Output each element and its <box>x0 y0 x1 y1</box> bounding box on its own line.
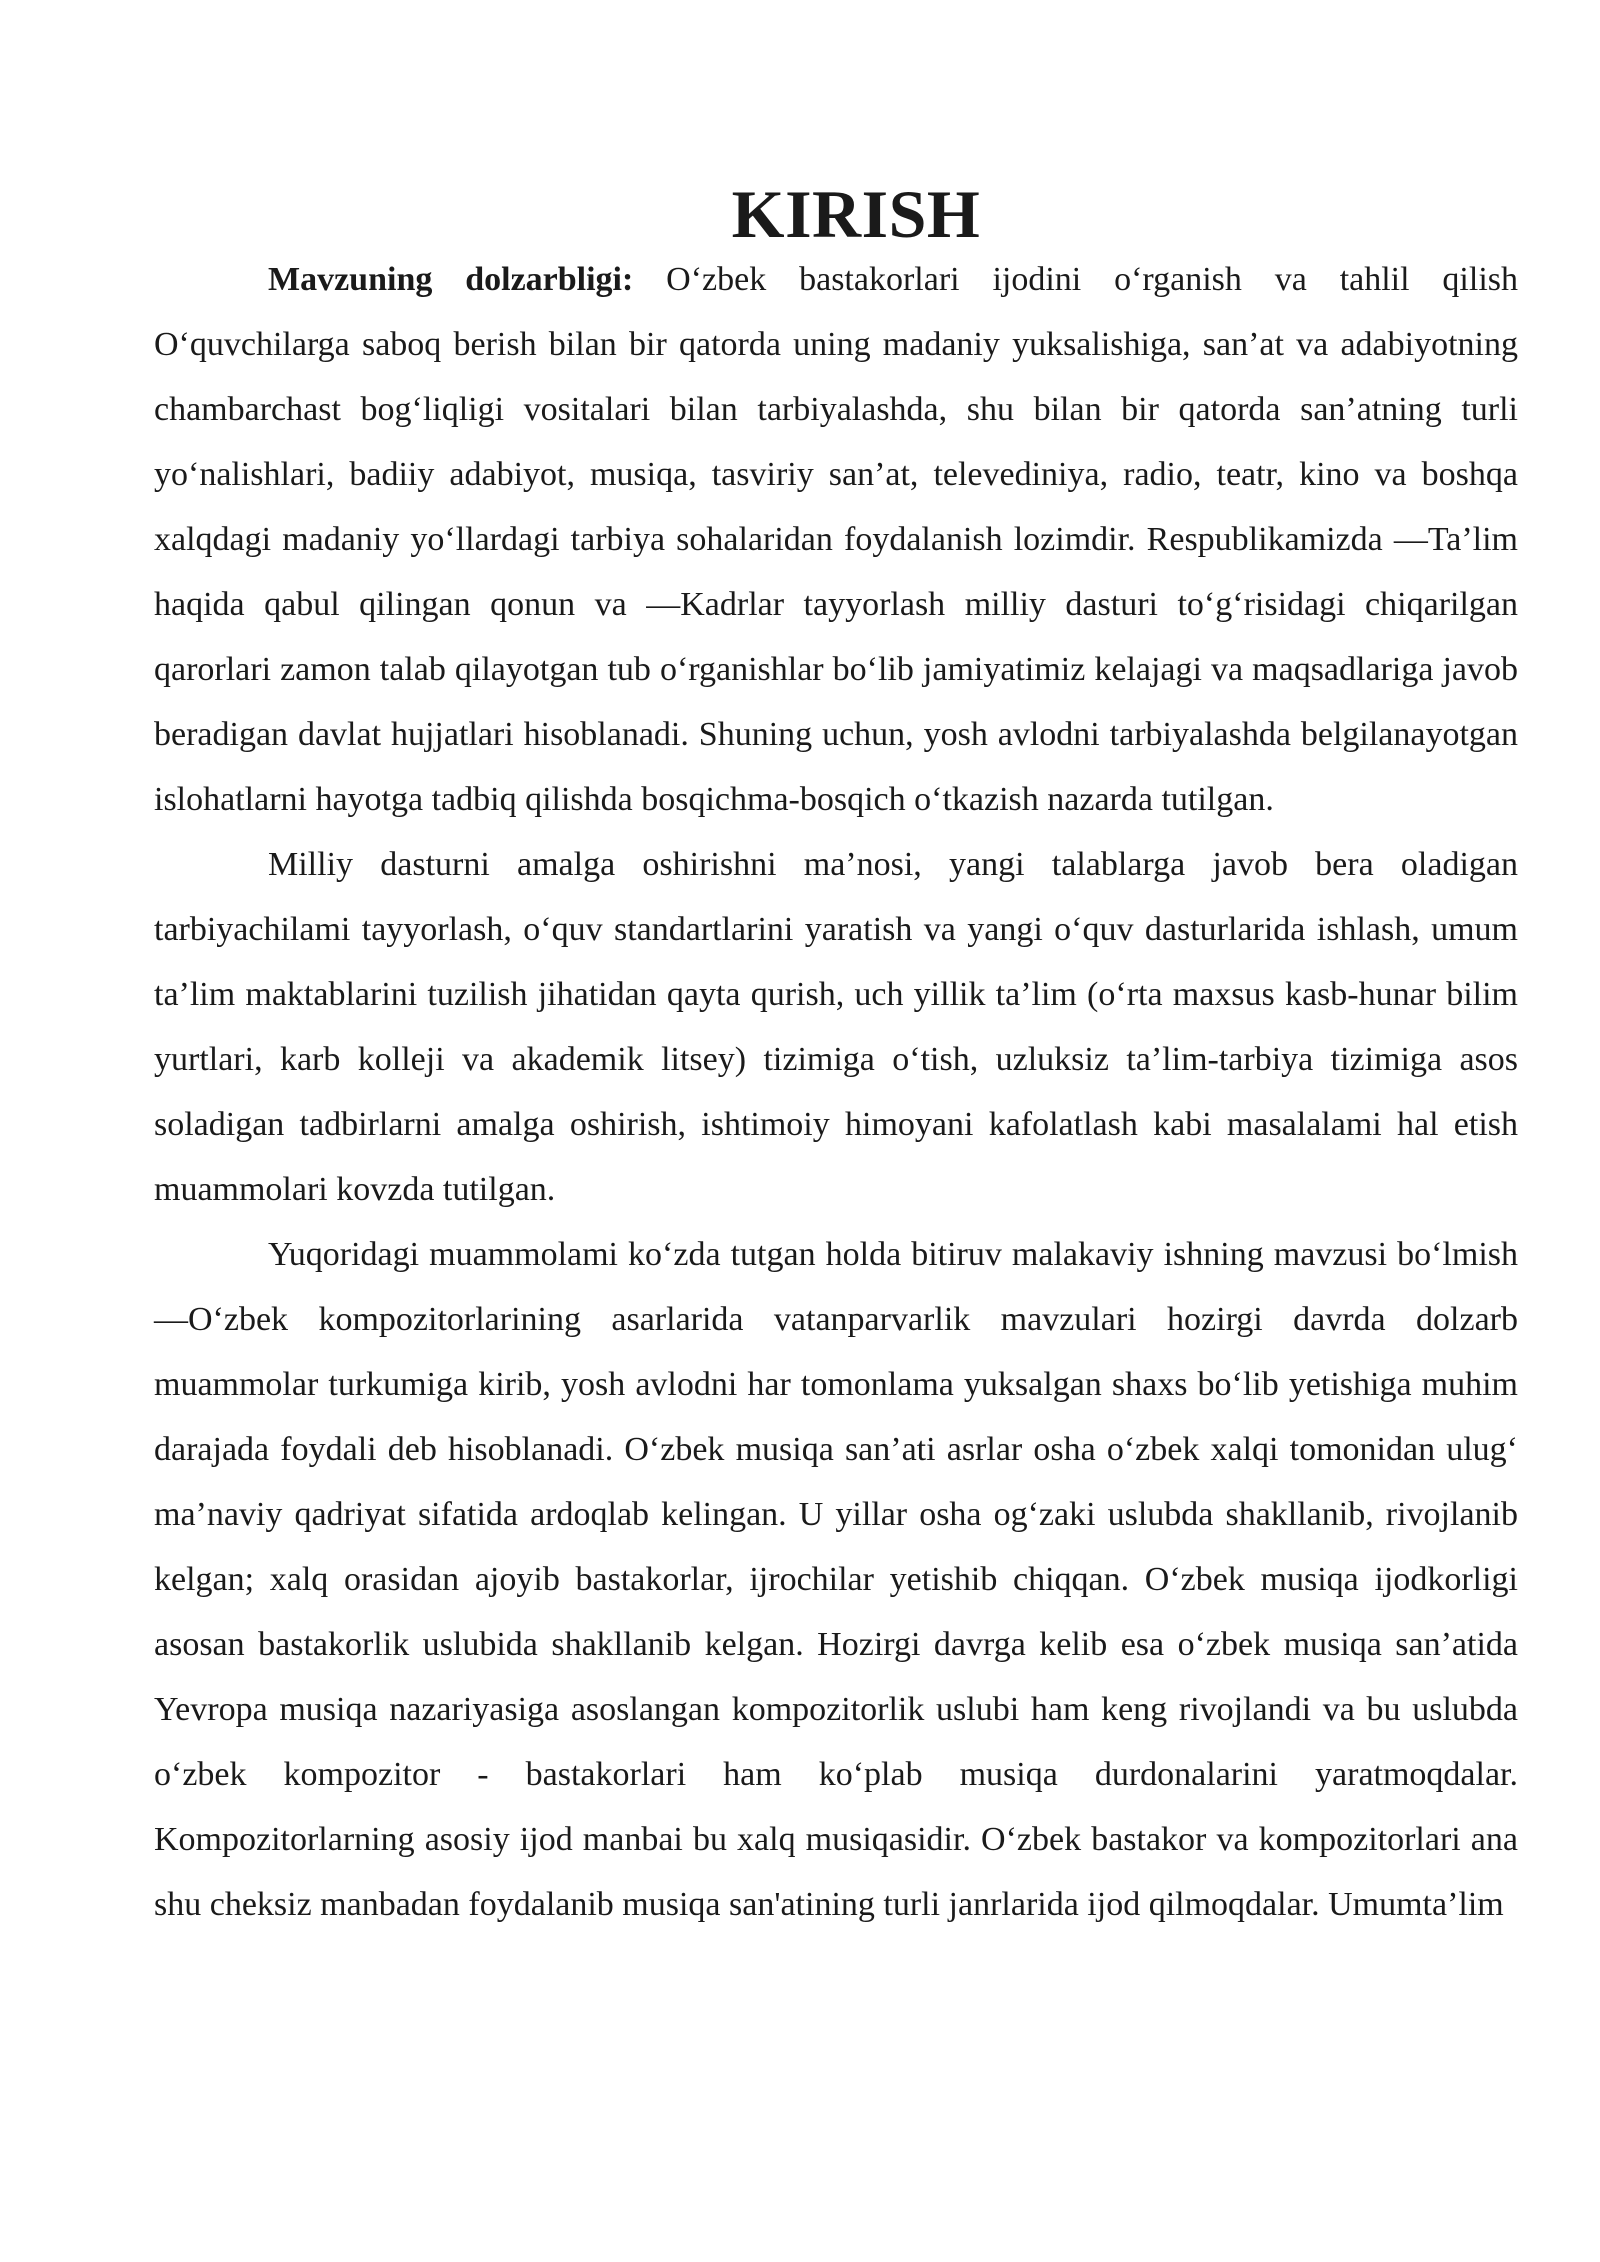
paragraph-national-program <box>154 832 1518 1222</box>
paragraph-thesis-topic <box>154 1222 1518 1937</box>
paragraph-text: O‘zbek bastakorlari ijodini o‘rganish va tahlil qilish O‘quvchilarga saboq berish bilan bir qatorda uning madaniy yuksalishiga, san’at va adabiyotning chambarchast bog‘liqligi vositalari bilan tarbiyalashda, shu bilan bir qatorda san’atning turli yo‘nalishlari, badiiy adabiyot, musiqa, tasviriy san’at, televediniya, radio, teatr, kino va boshqa xalqdagi madaniy yo‘llardagi tarbiya sohalaridan foydalanish lozimdir. Respublikamizda —Ta’lim haqida qabul qilingan qonun va —Kadrlar tayyorlash milliy dasturi to‘g‘risidagi chiqarilgan qarorlari zamon talab qilayotgan tub o‘rganishlar bo‘lib jamiyatimiz kelajagi va maqsadlariga javob beradigan davlat hujjatlari hisoblanadi. Shuning uchun, yosh avlodni tarbiyalashda belgilanayotgan islohatlarni hayotga tadbiq qilishda bosqichma-bosqich o‘tkazish nazarda tutilgan. <box>154 261 1518 818</box>
paragraph-lead: Mavzuning dolzarbligi: <box>268 261 634 298</box>
document-body <box>154 176 1518 1937</box>
paragraph-relevance <box>154 247 1518 832</box>
paragraph-text: Milliy dasturni amalga oshirishni ma’nosi, yangi talablarga javob bera oladigan tarbiyachilami tayyorlash, o‘quv standartlarini yaratish va yangi o‘quv dasturlarida ishlash, umum ta’lim maktablarini tuzilish jihatidan qayta qurish, uch yillik ta’lim (o‘rta maxsus kasb-hunar bilim yurtlari, karb kolleji va akademik litsey) tizimiga o‘tish, uzluksiz ta’lim-tarbiya tizimiga asos soladigan tadbirlarni amalga oshirish, ishtimoiy himoyani kafolatlash kabi masalalami hal etish muammolari kovzda tutilgan. <box>154 846 1518 1208</box>
paragraph-text: Yuqoridagi muammolami ko‘zda tutgan holda bitiruv malakaviy ishning mavzusi bo‘lmish —O‘zbek kompozitorlarining asarlarida vatanparvarlik mavzulari hozirgi davrda dolzarb muammolar turkumiga kirib, yosh avlodni har tomonlama yuksalgan shaxs bo‘lib yetishiga muhim darajada foydali deb hisoblanadi. O‘zbek musiqa san’ati asrlar osha o‘zbek xalqi tomonidan ulug‘ ma’naviy qadriyat sifatida ardoqlab kelingan. U yillar osha og‘zaki uslubda shakllanib, rivojlanib kelgan; xalq orasidan ajoyib bastakorlar, ijrochilar yetishib chiqqan. O‘zbek musiqa ijodkorligi asosan bastakorlik uslubida shakllanib kelgan. Hozirgi davrga kelib esa o‘zbek musiqa san’atida Yevropa musiqa nazariyasiga asoslangan kompozitorlik uslubi ham keng rivojlandi va bu uslubda o‘zbek kompozitor - bastakorlari ham ko‘plab musiqa durdonalarini yaratmoqdalar. Kompozitorlarning asosiy ijod manbai bu xalq musiqasidir. O‘zbek bastakor va kompozitorlari ana shu cheksiz manbadan foydalanib musiqa san'atining turli janrlarida ijod qilmoqdalar. Umumta’lim <box>154 1236 1518 1923</box>
page-title: KIRISH <box>731 176 981 252</box>
